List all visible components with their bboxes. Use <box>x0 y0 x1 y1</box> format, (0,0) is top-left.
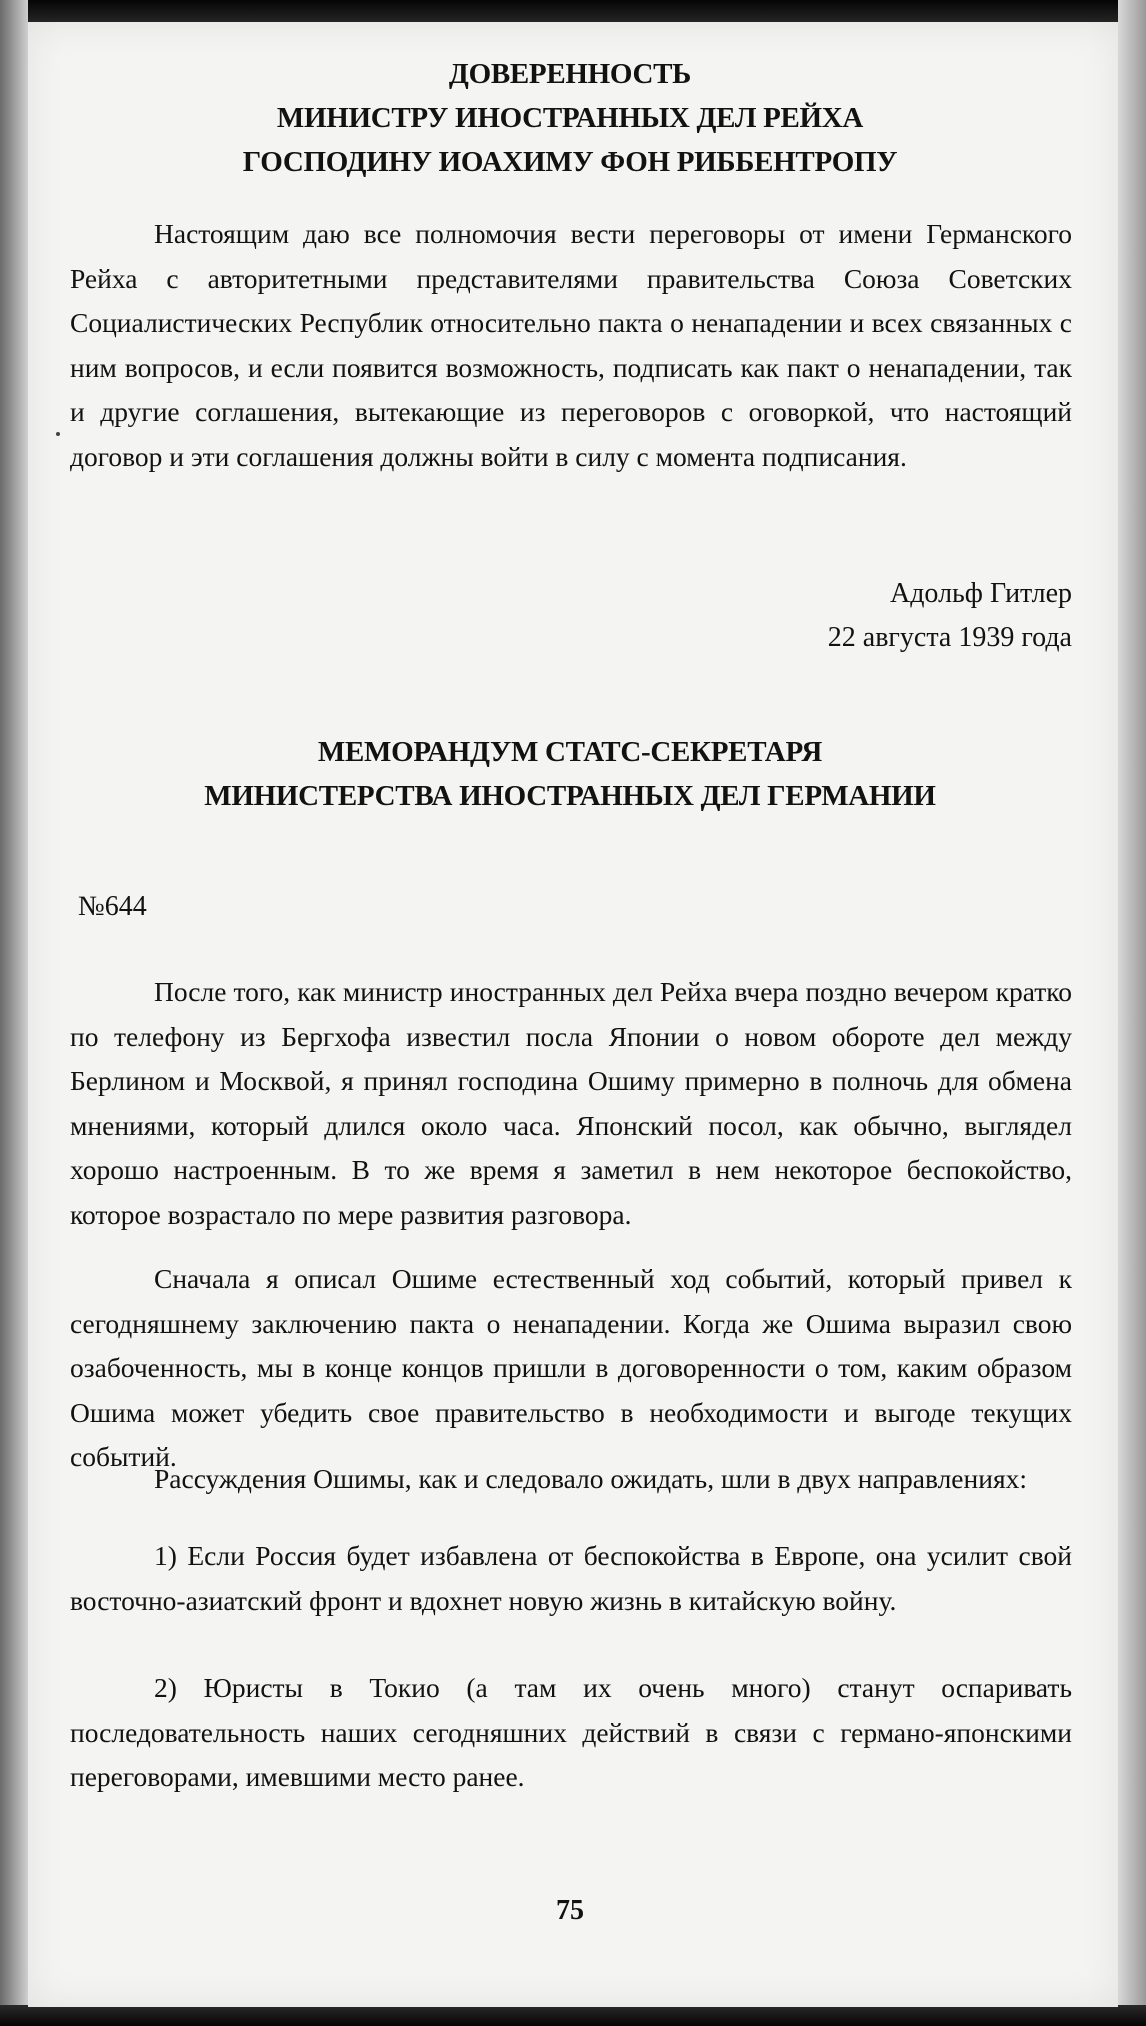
memorandum-paragraph: Рассуждения Ошимы, как и следовало ожидать, шли в двух направлениях: <box>154 1463 1027 1494</box>
memorandum-number: №644 <box>78 891 147 922</box>
scan-bottom-shadow <box>0 2005 1146 2026</box>
page-number: 75 <box>556 1895 584 1926</box>
memorandum-paragraph: После того, как министр иностранных дел Рейха вчера поздно вечером кратко по телефону из Бергхофа известил посла Японии о новом обороте дел между Берлином и Москвой, я принял господина Ошиму примерно в полночь для обмена мнениями, который длился около часа. Японский посол, как обычно, выглядел хорошо настроенным. В то же время я заметил в нем некоторое беспокойство, которое возрастало по мере развития разговора. <box>70 976 1072 1230</box>
scan-speck <box>56 432 60 436</box>
scan-right-edge <box>1118 0 1146 2026</box>
memorandum-paragraph: Сначала я описал Ошиме естественный ход событий, который привел к сегодняшнему заключению пакта о ненападении. Когда же Ошима выразил свою озабоченность, мы в конце концов пришли в договоренности о том, каким образом Ошима может убедить свое правительство в необходимости и выгоде текущих событий. <box>70 1263 1072 1473</box>
power-of-attorney-title <box>60 52 1080 184</box>
memorandum-title <box>60 730 1080 818</box>
title-line: МЕМОРАНДУМ СТАТС-СЕКРЕТАРЯ <box>317 736 823 768</box>
scan-left-edge <box>0 0 28 2026</box>
title-line: ГОСПОДИНУ ИОАХИМУ ФОН РИББЕНТРОПУ <box>242 146 898 178</box>
title-line: ДОВЕРЕННОСТЬ <box>448 58 692 90</box>
title-line: МИНИСТРУ ИНОСТРАННЫХ ДЕЛ РЕЙХА <box>276 102 864 134</box>
power-of-attorney-body: Настоящим даю все полномочия вести переговоры от имени Германского Рейха с авторитетными представителями правительства Союза Советских Социалистических Республик относительно пакта о ненападении и всех связанных с ним вопросов, и если появится возможность, подписать как пакт о ненападении, так и другие соглашения, вытекающие из переговоров с оговоркой, что настоящий договор и эти соглашения должны войти в силу с момента подписания. <box>70 218 1072 472</box>
memorandum-paragraph: 1) Если Россия будет избавлена от беспокойства в Европе, она усилит свой восточно-азиатский фронт и вдохнет новую жизнь в китайскую войну. <box>70 1540 1072 1616</box>
signature-date: 22 августа 1939 года <box>827 622 1072 653</box>
title-line: МИНИСТЕРСТВА ИНОСТРАННЫХ ДЕЛ ГЕРМАНИИ <box>204 780 936 812</box>
signature-block <box>828 572 1072 660</box>
signature-name: Адольф Гитлер <box>889 578 1072 609</box>
memorandum-paragraph: 2) Юристы в Токио (а там их очень много) станут оспаривать последовательность наших сегодняшних действий в связи с германо-японскими переговорами, имевшими место ранее. <box>70 1672 1072 1793</box>
